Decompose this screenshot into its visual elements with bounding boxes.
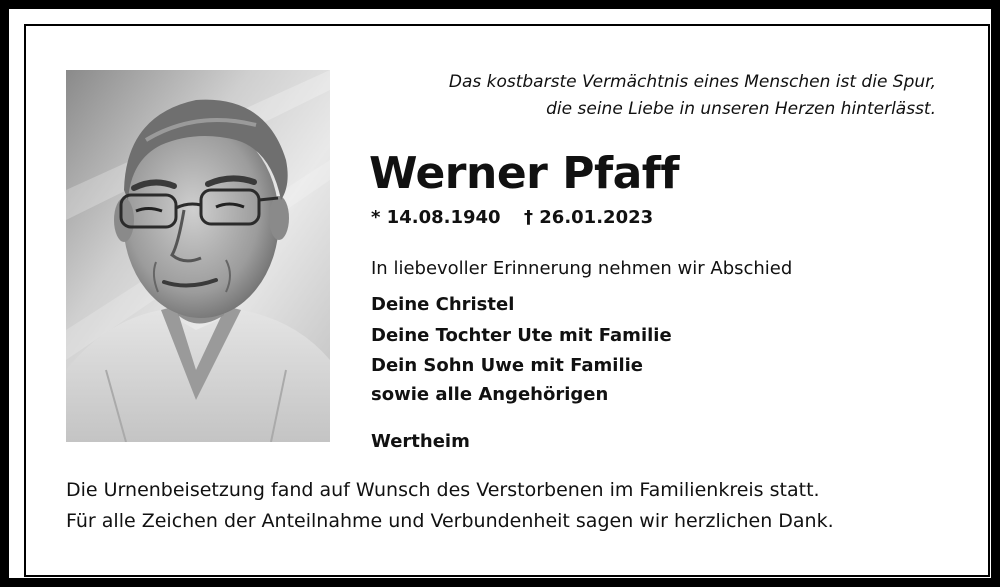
memorial-quote-line-1: Das kostbarste Vermächtnis eines Menschen ist die Spur, bbox=[448, 72, 936, 92]
footer-line-2: Für alle Zeichen der Anteilnahme und Verbundenheit sagen wir herzlichen Dank. bbox=[66, 510, 834, 532]
mourner-item: Deine Tochter Ute mit Familie bbox=[371, 325, 672, 346]
footer-line-1: Die Urnenbeisetzung fand auf Wunsch des Verstorbenen im Familienkreis statt. bbox=[66, 479, 820, 501]
portrait-illustration bbox=[66, 70, 330, 442]
mourner-item: Deine Christel bbox=[371, 294, 515, 315]
mourner-item: sowie alle Angehörigen bbox=[371, 384, 609, 405]
portrait-photo bbox=[66, 70, 330, 442]
memorial-quote-line-2: die seine Liebe in unseren Herzen hinterlässt. bbox=[546, 99, 936, 119]
birth-date: * 14.08.1940 bbox=[371, 207, 501, 228]
place-name: Wertheim bbox=[371, 431, 470, 452]
farewell-line: In liebevoller Erinnerung nehmen wir Abschied bbox=[371, 258, 793, 279]
deceased-name: Werner Pfaff bbox=[369, 148, 680, 199]
death-date: † 26.01.2023 bbox=[524, 207, 654, 228]
mourner-item: Dein Sohn Uwe mit Familie bbox=[371, 355, 644, 376]
